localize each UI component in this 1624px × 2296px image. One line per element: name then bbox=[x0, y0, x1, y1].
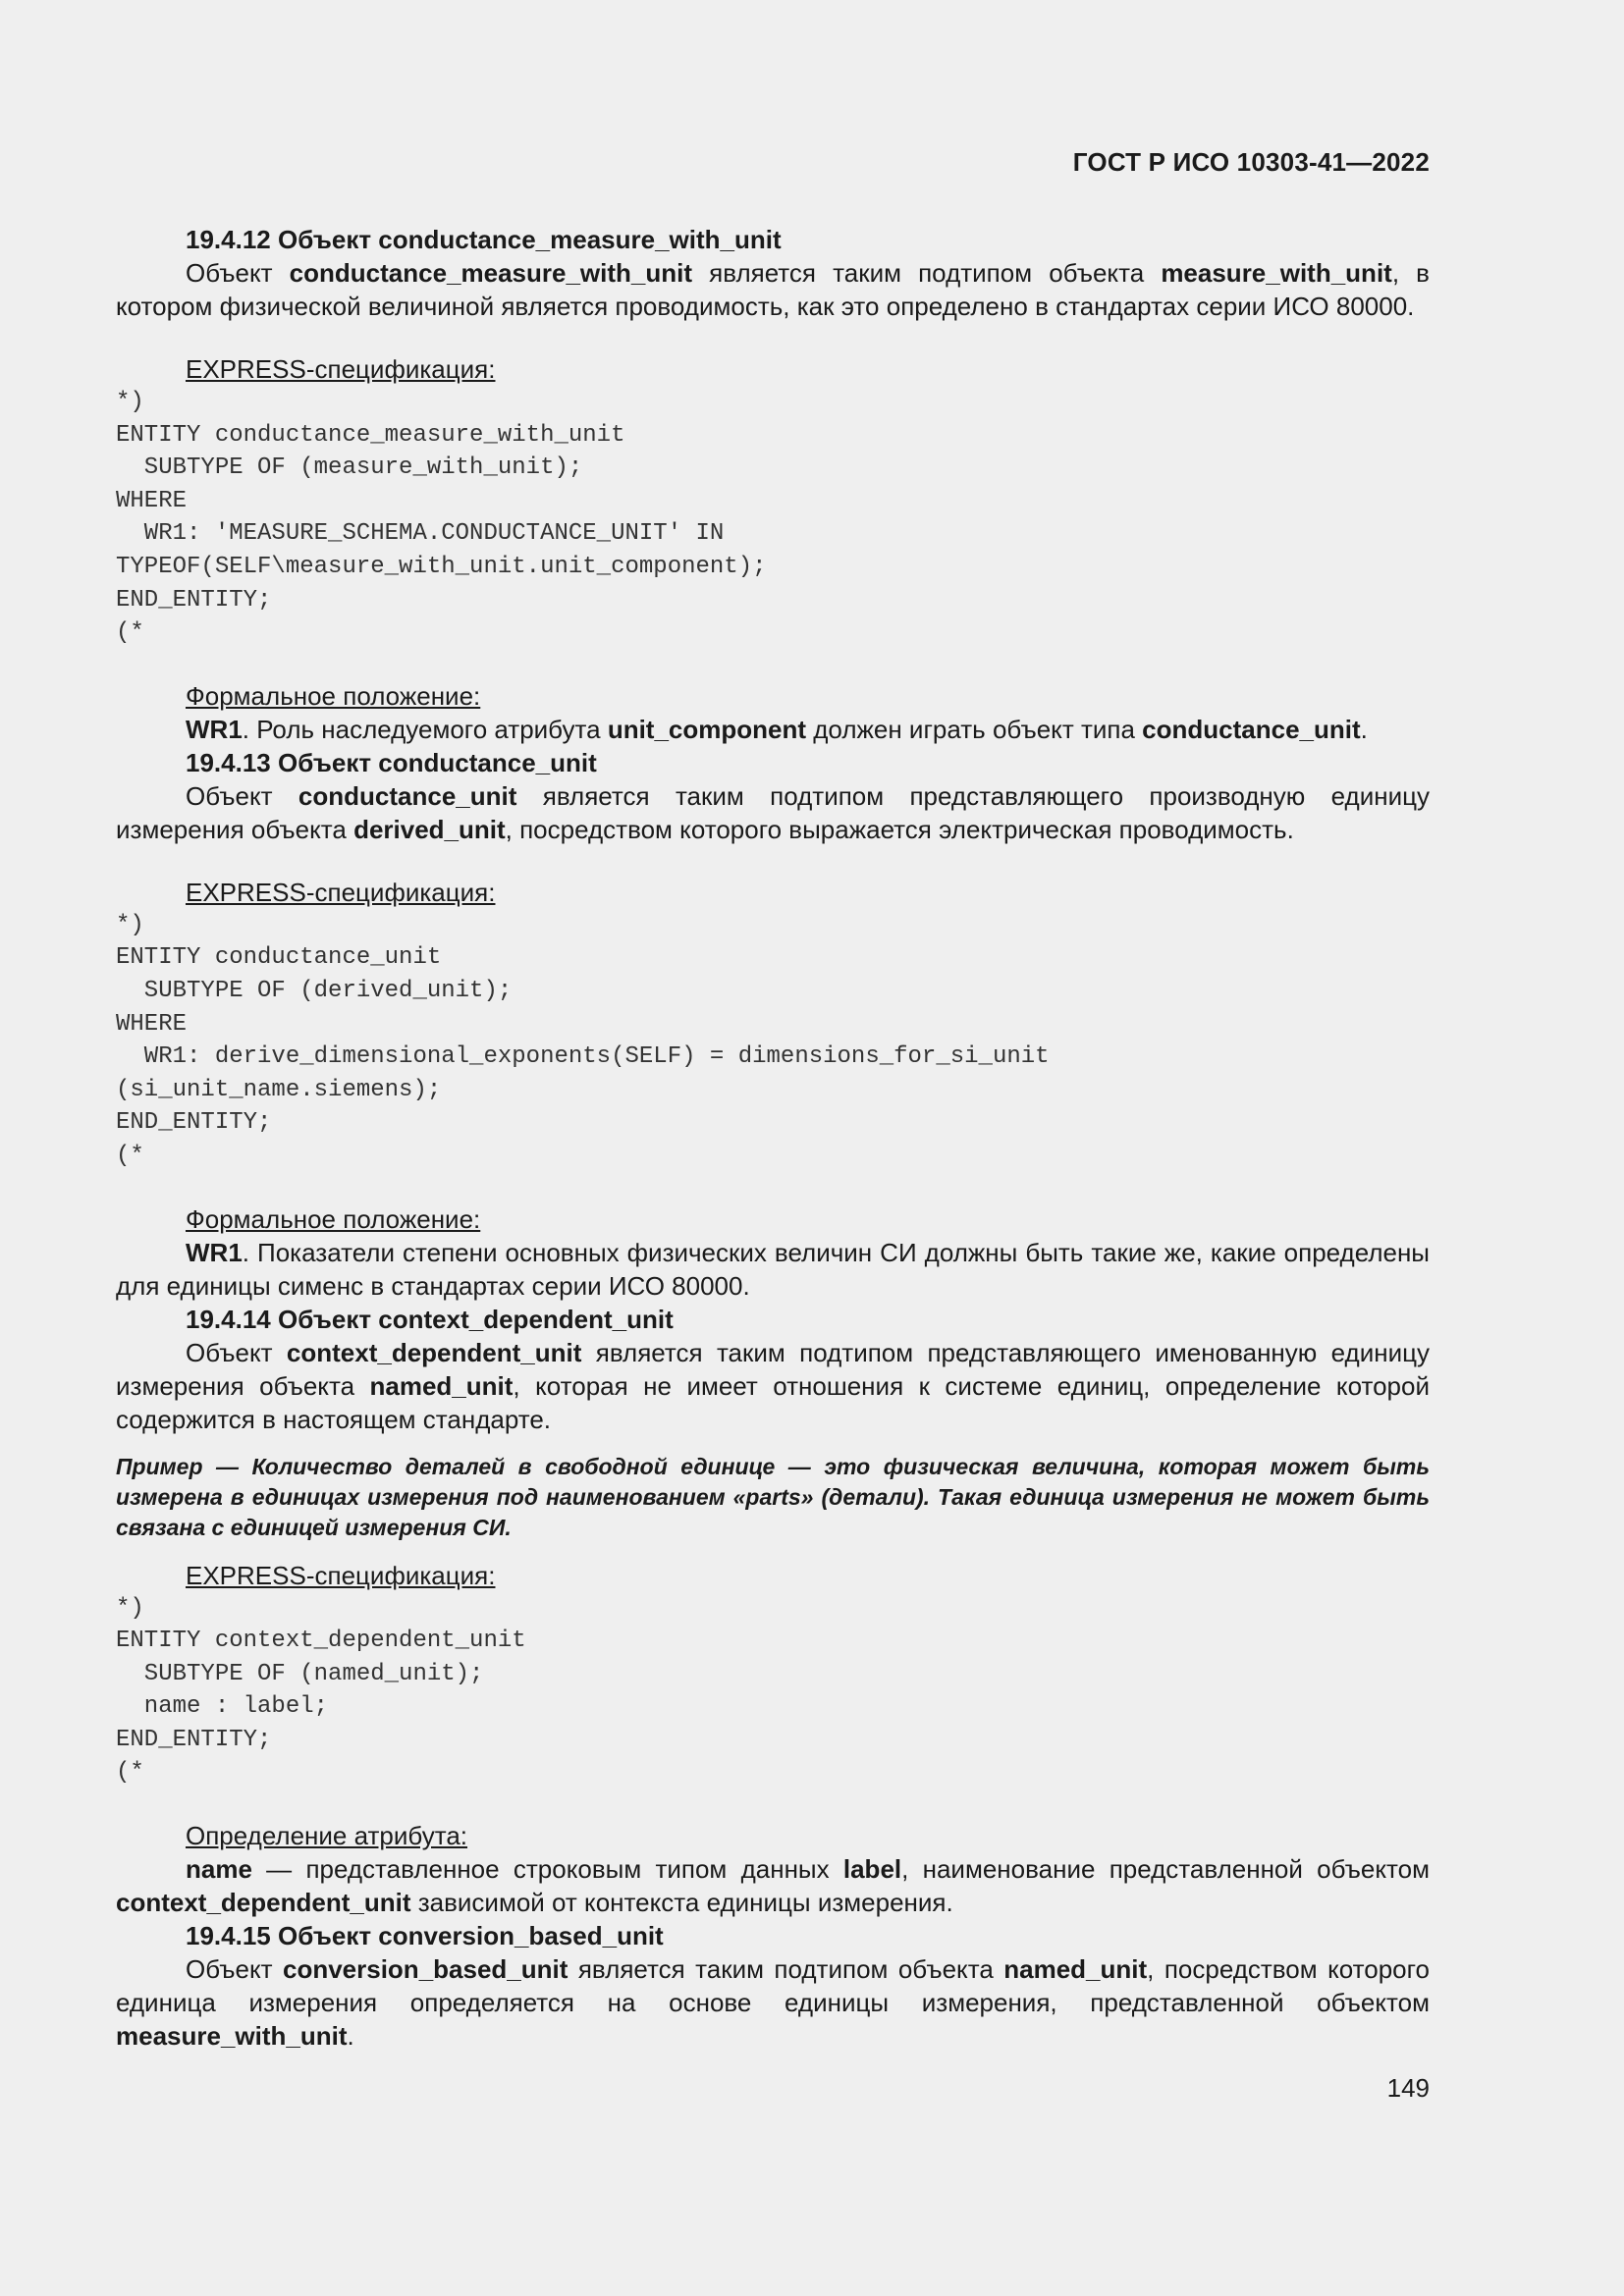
formal-rule-13: WR1. Показатели степени основных физических величин СИ должны быть такие же, какие определены для единицы сименс в стандартах серии ИСО 80000. bbox=[116, 1237, 1430, 1301]
formal-rule-12: WR1. Роль наследуемого атрибута unit_component должен играть объект типа conductance_unit. bbox=[186, 714, 1368, 744]
express-code-14: *) ENTITY context_dependent_unit SUBTYPE OF (named_unit); name : label; END_ENTITY; (* bbox=[116, 1594, 526, 1787]
page-content bbox=[116, 223, 1430, 2053]
express-code-12: *) ENTITY conductance_measure_with_unit SUBTYPE OF (measure_with_unit); WHERE WR1: 'MEASURE_SCHEMA.CONDUCTANCE_UNIT' IN TYPEOF(SELF\measure_with_unit.unit_component); END_ENTITY; (* bbox=[116, 389, 767, 647]
document-header: ГОСТ Р ИСО 10303-41—2022 bbox=[1072, 147, 1430, 177]
page-number: 149 bbox=[1386, 2073, 1430, 2103]
section-heading-19-4-14: 19.4.14 Объект context_dependent_unit bbox=[186, 1304, 674, 1334]
example-note-14: Пример — Количество деталей в свободной единице — это физическая величина, которая может быть измерена в единицах измерения под наименованием «parts» (детали). Такая единица измерения не может быть связана с единицей измерения СИ. bbox=[116, 1453, 1430, 1540]
express-label-12: EXPRESS-спецификация: bbox=[186, 354, 496, 384]
section-12-description: Объект conductance_measure_with_unit является таким подтипом объекта measure_with_unit, в котором физической величиной является проводимость, как это определено в стандартах серии ИСО 80000. bbox=[116, 258, 1430, 321]
express-label-14: EXPRESS-спецификация: bbox=[186, 1560, 496, 1590]
section-heading-19-4-13: 19.4.13 Объект conductance_unit bbox=[186, 747, 597, 777]
section-15-description: Объект conversion_based_unit является таким подтипом объекта named_unit, посредством которого единица измерения определяется на основе единицы измерения, представленной объектом measure_with_unit. bbox=[116, 1954, 1431, 2052]
formal-label-13: Формальное положение: bbox=[186, 1203, 481, 1234]
section-heading-19-4-12: 19.4.12 Объект conductance_measure_with_unit bbox=[186, 225, 782, 254]
section-heading-19-4-15: 19.4.15 Объект conversion_based_unit bbox=[186, 1921, 664, 1951]
attribute-definition-14: name — представленное строковым типом данных label, наименование представленной объектом context_dependent_unit зависимой от контекста единицы измерения. bbox=[116, 1854, 1430, 1918]
section-13-description: Объект conductance_unit является таким подтипом представляющего производную единицу измерения объекта derived_unit, посредством которого выражается электрическая проводимость. bbox=[116, 780, 1431, 844]
express-code-13: *) ENTITY conductance_unit SUBTYPE OF (derived_unit); WHERE WR1: derive_dimensional_exponents(SELF) = dimensions_for_si_unit (si_unit_name.siemens); END_ENTITY; (* bbox=[116, 911, 1050, 1169]
formal-label-12: Формальное положение: bbox=[186, 680, 481, 711]
express-label-13: EXPRESS-спецификация: bbox=[186, 877, 496, 907]
attribute-label-14: Определение атрибута: bbox=[186, 1821, 468, 1851]
section-14-description: Объект context_dependent_unit является таким подтипом представляющего именованную единицу измерения объекта named_unit, которая не имеет отношения к системе единиц, определение которой содержится в настоящем стандарте. bbox=[116, 1337, 1430, 1434]
